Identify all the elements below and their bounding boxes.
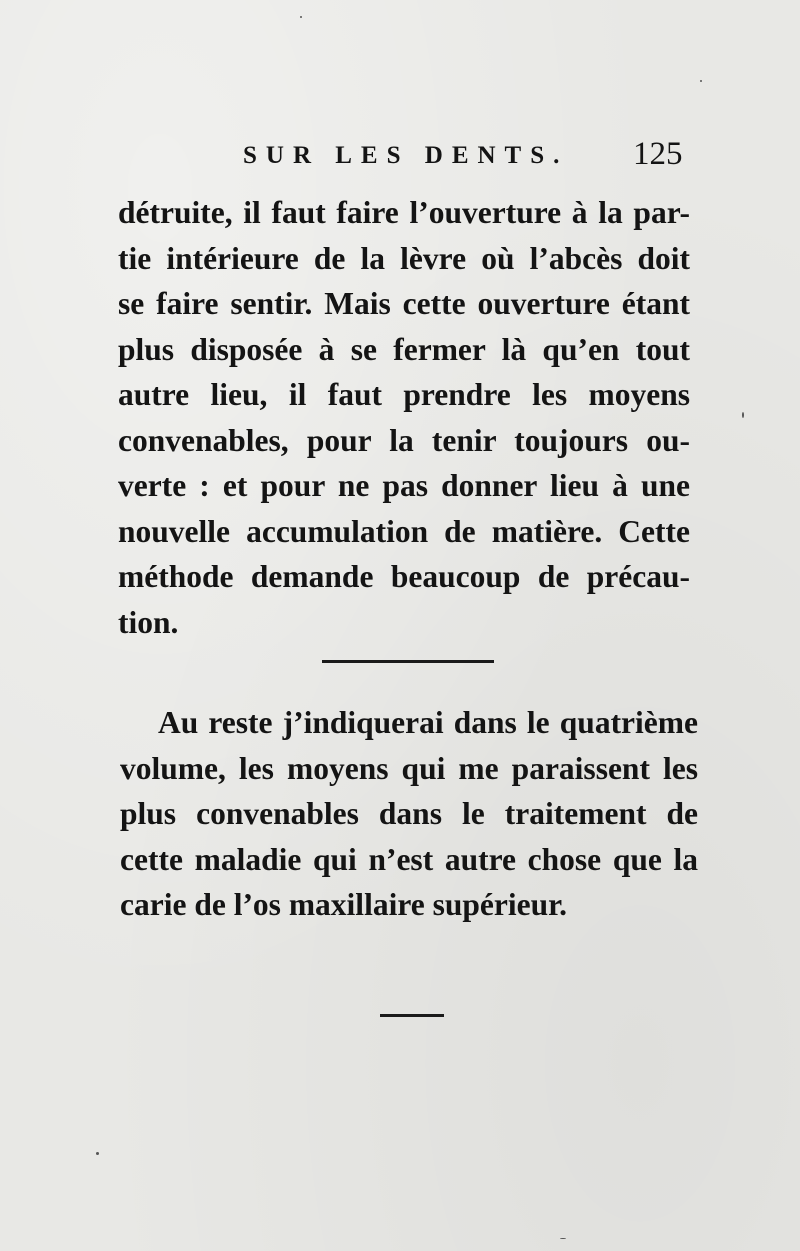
- text-line: plus convenables dans le traitement de: [120, 796, 698, 831]
- text-line: tie intérieure de la lèvre où l’abcès doit: [118, 240, 690, 276]
- text-line: détruite, il faut faire l’ouverture à la par-: [118, 195, 690, 230]
- text-line: carie de l’os maxillaire supérieur.: [120, 887, 568, 922]
- text-line: méthode demande beaucoup de précau-: [118, 559, 690, 594]
- text-line: Au reste j’indiquerai dans le quatrième: [158, 705, 698, 740]
- text-line: autre lieu, il faut prendre les moyens: [118, 377, 690, 412]
- text-line: verte : et pour ne pas donner lieu à une: [118, 468, 690, 503]
- text-line: tion.: [118, 604, 179, 640]
- page-number: 125: [633, 136, 683, 172]
- text-line: nouvelle accumulation de matière. Cette: [118, 513, 690, 549]
- text-line: volume, les moyens qui me paraissent les: [120, 750, 698, 786]
- text-line: cette maladie qui n’est autre chose que la: [120, 841, 698, 877]
- section-divider: [322, 660, 494, 663]
- text-line: convenables, pour la tenir toujours ou-: [118, 422, 690, 458]
- paper-speck: [700, 80, 702, 82]
- paper-speck: [300, 16, 302, 18]
- running-title: SUR LES DENTS.: [243, 142, 569, 169]
- paragraph-2: [120, 700, 698, 928]
- paper-speck: [96, 1152, 99, 1155]
- paper-speck: [560, 1238, 566, 1239]
- paper-speck: [742, 412, 744, 418]
- text-line: plus disposée à se fermer là qu’en tout: [118, 331, 690, 367]
- text-line: se faire sentir. Mais cette ouverture étant: [118, 286, 690, 321]
- end-divider: [380, 1014, 444, 1017]
- paragraph-1: [118, 190, 690, 645]
